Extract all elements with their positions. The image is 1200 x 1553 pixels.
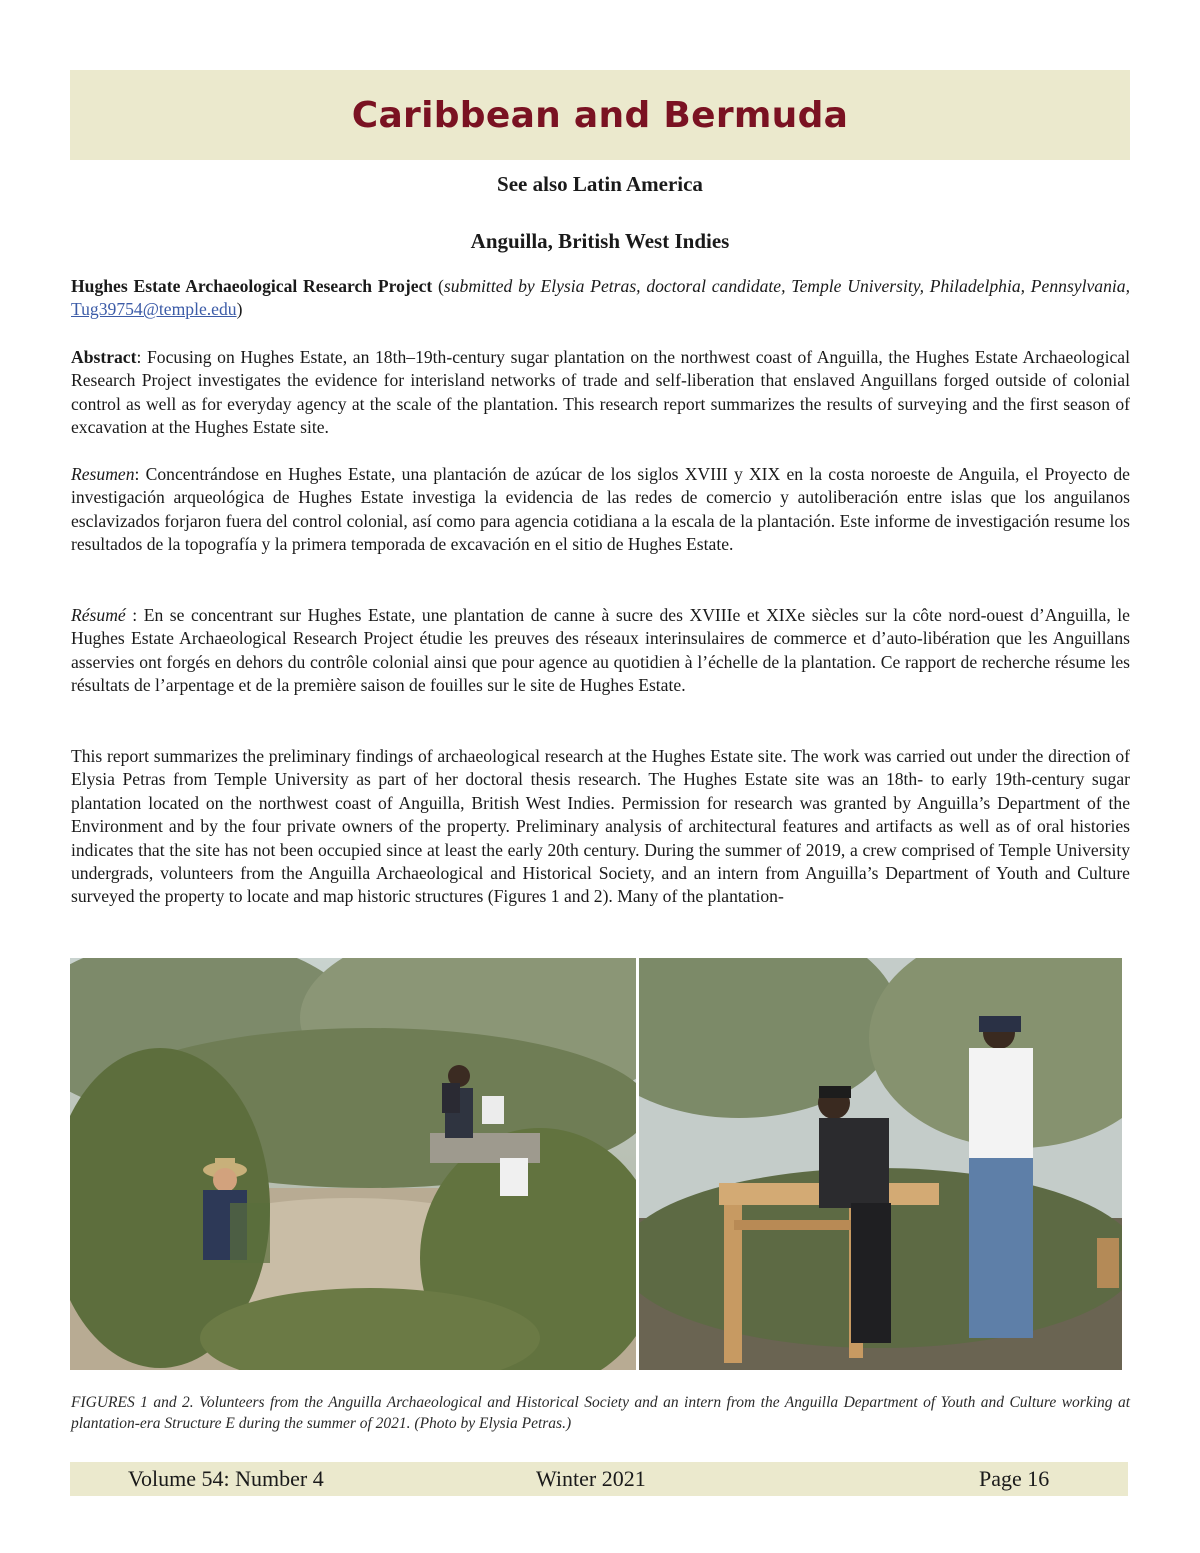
figure-1-photo — [70, 958, 636, 1370]
resumen-paragraph — [71, 463, 1130, 557]
footer-volume: Volume 54: Number 4 — [128, 1466, 324, 1491]
byline-open: ( — [432, 276, 444, 296]
resumen-text: : Concentrándose en Hughes Estate, una plantación de azúcar de los siglos XVIII y XIX en la costa noroeste de Anguila, el Proyecto de investigación arqueológica de Hughes Estate investiga la evidencia de las redes de comercio y autoliberación entre islas que los anguilanos esclavizados forjaron fuera del control colonial, así como para agencia cotidiana a la escala de la plantación. Este informe de investigación resume los resultados de la topografía y la primera temporada de excavación en el sitio de Hughes Estate. — [71, 464, 1130, 555]
author-email-link[interactable]: Tug39754@temple.edu — [71, 299, 237, 320]
footer-season: Winter 2021 — [536, 1466, 646, 1491]
submitted-by: submitted by Elysia Petras, doctoral candidate, Temple University, Philadelphia, Pennsylvania, — [443, 276, 1130, 296]
resume-text: : En se concentrant sur Hughes Estate, une plantation de canne à sucre des XVIIIe et XIXe siècles sur la côte nord-ouest d’Anguilla, le Hughes Estate Archaeological Research Project étudie les preuves des réseaux interinsulaires de commerce et d’auto-libération que les Anguillans asservies ont forgés en dehors du contrôle colonial ainsi que pour agence au quotidien à l’échelle de la plantation. Ce rapport de recherche résume les résultats de l’arpentage et de la première saison de fouilles sur le site de Hughes Estate. — [71, 605, 1130, 696]
section-title: Caribbean and Bermuda — [351, 94, 849, 136]
resume-label: Résumé — [71, 605, 126, 625]
see-also-heading: See also Latin America — [497, 172, 703, 196]
footer-page-number: Page 16 — [979, 1466, 1050, 1491]
resumen-label: Resumen — [71, 464, 135, 484]
figure-2-photo — [639, 958, 1122, 1370]
section-banner — [70, 70, 1130, 160]
page-footer — [70, 1462, 1128, 1496]
project-title: Hughes Estate Archaeological Research Project — [71, 276, 433, 296]
abstract-label: Abstract — [71, 347, 137, 367]
report-paragraph: This report summarizes the preliminary findings of archaeological research at the Hughes Estate site. The work was carried out under the direction of Elysia Petras from Temple University as part of her doctoral thesis research. The Hughes Estate site was an 18th- to early 19th-century sugar plantation located on the northwest coast of Anguilla, British West Indies. Permission for research was granted by Anguilla’s Department of the Environment and by the four private owners of the property. Preliminary analysis of architectural features and artifacts as well as of oral histories indicates that the site has not been occupied since at least the early 20th century. During the summer of 2019, a crew comprised of Temple University undergrads, volunteers from the Anguilla Archaeological and Historical Society, and an intern from Anguilla’s Department of Youth and Culture surveyed the property to locate and map historic structures (Figures 1 and 2). Many of the plantation- — [71, 746, 1130, 907]
abstract-paragraph — [71, 346, 1130, 440]
abstract-text: : Focusing on Hughes Estate, an 18th–19th-century sugar plantation on the northwest coast of Anguilla, the Hughes Estate Archaeological Research Project investigates the evidence for interisland networks of trade and self-liberation that enslaved Anguillans forged outside of colonial control as well as for everyday agency at the scale of the plantation. This research report summarizes the results of surveying and the first season of excavation at the Hughes Estate site. — [71, 347, 1130, 438]
project-byline — [71, 275, 1130, 322]
figure-caption: FIGURES 1 and 2. Volunteers from the Anguilla Archaeological and Historical Society and an intern from the Anguilla Department of Youth and Culture working at plantation-era Structure E during the summer of 2021. (Photo by Elysia Petras.) — [71, 1394, 1130, 1432]
resume-paragraph — [71, 604, 1130, 698]
region-heading: Anguilla, British West Indies — [470, 229, 730, 253]
byline-close: ) — [236, 299, 243, 320]
